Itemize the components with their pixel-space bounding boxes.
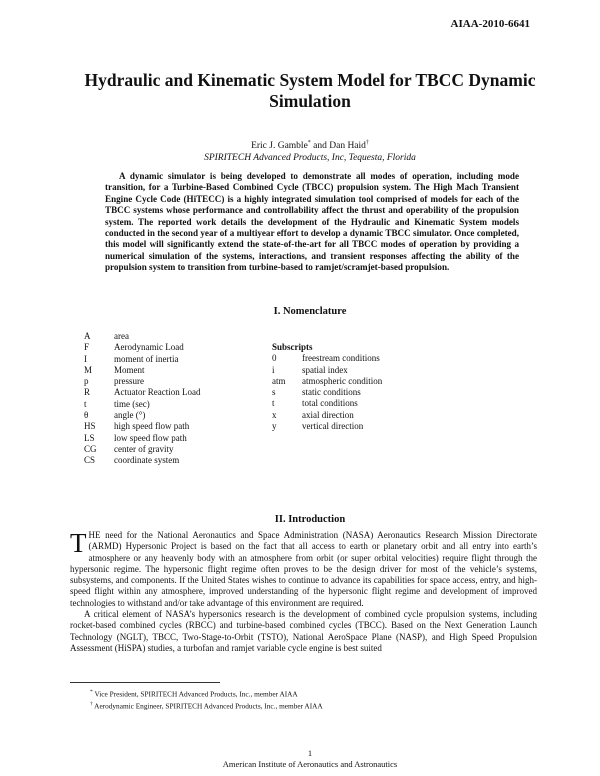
author-affiliation: SPIRITECH Advanced Products, Inc, Tequesta, Florida	[204, 152, 416, 163]
nomenclature-symbol: atm	[272, 375, 286, 386]
nomenclature-symbol: i	[272, 364, 275, 375]
nomenclature-definition: Aerodynamic Load	[114, 342, 184, 353]
nomenclature-row	[84, 331, 200, 342]
nomenclature-row	[84, 433, 200, 444]
footnote-text: Aerodynamic Engineer, SPIRITECH Advanced Products, Inc., member AIAA	[94, 701, 323, 711]
nomenclature-row	[84, 444, 200, 455]
nomenclature-symbol: F	[84, 342, 90, 353]
document-id: AIAA-2010-6641	[450, 18, 530, 30]
nomenclature-definition: low speed flow path	[114, 432, 187, 443]
nomenclature-symbol: p	[84, 376, 89, 387]
nomenclature-row	[84, 399, 200, 410]
nomenclature-definition: vertical direction	[302, 421, 364, 432]
nomenclature-symbol: R	[84, 387, 91, 398]
nomenclature-symbol: y	[272, 421, 277, 432]
nomenclature-symbol: I	[84, 353, 87, 364]
nomenclature-row	[272, 353, 382, 364]
nomenclature-definition: center of gravity	[114, 443, 174, 454]
nomenclature-heading: I. Nomenclature	[273, 306, 347, 317]
nomenclature-symbol: t	[84, 398, 87, 409]
nomenclature-row	[84, 342, 200, 353]
nomenclature-row	[84, 455, 200, 466]
nomenclature-definition: spatial index	[302, 364, 348, 375]
nomenclature-symbol: M	[84, 364, 93, 375]
abstract: A dynamic simulator is being developed to demonstrate all modes of operation, including mode transition, for a Turbine-Based Combined Cycle (TBCC) propulsion system. The High Mach Transient Engine Cycle Code (HiTECC) is a highly integrated simulation tool comprised of models for each of the TBCC systems whose performance and controllability affect the thrust and operability of the propulsion system. The reported work details the development of the Hydraulic and Kinematic System models conducted in the second year of a multiyear effort to develop a dynamic TBCC simulator. Once completed, this model will significantly extend the state-of-the-art for all TBCC modes of operation by providing a numerical simulation of the systems, interactions, and transient responses affecting the ability of the propulsion system to transition from turbine-based to ramjet/scramjet-based propulsion.	[105, 171, 519, 273]
nomenclature-row	[84, 376, 200, 387]
nomenclature-row	[272, 387, 382, 398]
nomenclature-row	[84, 365, 200, 376]
introduction-paragraph-1-text: HE need for the National Aeronautics and Space Administration (NASA) Aeronautics Research Mission Directorate (ARMD) Hypersonic Project is based on the fact that all access to earth or planetary orbit and all entry into earth’s atmosphere or any heavenly body with an atmosphere from orbit (or super orbital velocities) require flight through the hypersonic regime. The hypersonic flight regime often proves to be the design driver for most of the vehicle’s systems, subsystems, and components. If the United States wishes to continue to advance its capabilities for space access, entry, and high-speed flight within any atmosphere, improved understanding of the hypersonic flight regime and development of improved technologies to withstand and/or take advantage of this environment are required.	[70, 530, 537, 608]
nomenclature-definition: Moment	[114, 364, 145, 375]
footer-organization: American Institute of Aeronautics and Astronautics	[222, 758, 398, 769]
nomenclature-definition: axial direction	[302, 409, 354, 420]
nomenclature-row	[272, 421, 382, 432]
footnote-text: Vice President, SPIRITECH Advanced Products, Inc., member AIAA	[94, 689, 298, 699]
subscripts-heading: Subscripts	[272, 342, 313, 352]
nomenclature-row	[272, 365, 382, 376]
footnote-divider	[70, 682, 220, 683]
introduction-paragraph-2: A critical element of NASA’s hypersonics research is the development of combined cycle propulsion systems, including rocket-based combined cycles (RBCC) and turbine-based combined cycles (TBCC). Based on the Next Generation Launch Technology (NGLT), TBCC, Two-Stage-to-Orbit (TSTO), National AeroSpace Plane (NASP), and High Speed Propulsion Assessment (HiSPA) studies, a turbofan and ramjet variable cycle engine is best suited	[70, 609, 537, 653]
nomenclature-symbol: CG	[84, 443, 97, 454]
nomenclature-definition: area	[114, 331, 129, 341]
introduction-body	[70, 530, 537, 654]
nomenclature-row	[84, 421, 200, 432]
nomenclature-symbol: HS	[84, 421, 96, 432]
author-names: Eric J. Gamble* and Dan Haid†	[251, 140, 369, 152]
footnote	[90, 687, 323, 699]
nomenclature-definition: angle (°)	[114, 410, 146, 421]
nomenclature-subscript-list	[272, 342, 382, 432]
footnotes	[90, 687, 323, 712]
nomenclature-definition: moment of inertia	[114, 353, 179, 364]
paper-title: Hydraulic and Kinematic System Model for TBCC Dynamic Simulation	[84, 70, 536, 111]
nomenclature-symbol: t	[272, 398, 275, 409]
footnote-mark: †	[90, 701, 93, 708]
nomenclature-definition: atmospheric condition	[302, 375, 383, 386]
page-number: 1	[307, 748, 313, 758]
nomenclature-symbol: CS	[84, 455, 96, 466]
nomenclature-row	[272, 410, 382, 421]
introduction-paragraph-1	[70, 530, 537, 609]
author-block	[80, 138, 540, 164]
nomenclature-symbol: LS	[84, 432, 95, 443]
nomenclature-definition: coordinate system	[114, 455, 180, 466]
page-footer	[70, 748, 550, 769]
nomenclature-row	[272, 376, 382, 387]
nomenclature-symbol: 0	[272, 353, 277, 364]
nomenclature-symbol: x	[272, 409, 277, 420]
footnote-mark: *	[90, 689, 93, 695]
nomenclature-row	[84, 410, 200, 421]
nomenclature-symbol: A	[84, 331, 91, 341]
nomenclature-row	[84, 387, 200, 398]
nomenclature-definition: time (sec)	[114, 398, 150, 409]
nomenclature-symbol: s	[272, 387, 276, 398]
footnote	[90, 699, 323, 711]
nomenclature-definition: pressure	[114, 376, 144, 387]
drop-cap: T	[70, 528, 87, 558]
introduction-heading: II. Introduction	[274, 514, 346, 525]
nomenclature-row	[84, 354, 200, 365]
nomenclature-definition: freestream conditions	[302, 353, 380, 364]
nomenclature-symbol-list	[84, 331, 200, 467]
nomenclature-symbol: θ	[84, 410, 89, 421]
nomenclature-definition: total conditions	[302, 398, 358, 409]
nomenclature-definition: Actuator Reaction Load	[114, 387, 201, 398]
nomenclature-definition: static conditions	[302, 387, 361, 398]
nomenclature-definition: high speed flow path	[114, 421, 190, 432]
nomenclature-row	[272, 398, 382, 409]
